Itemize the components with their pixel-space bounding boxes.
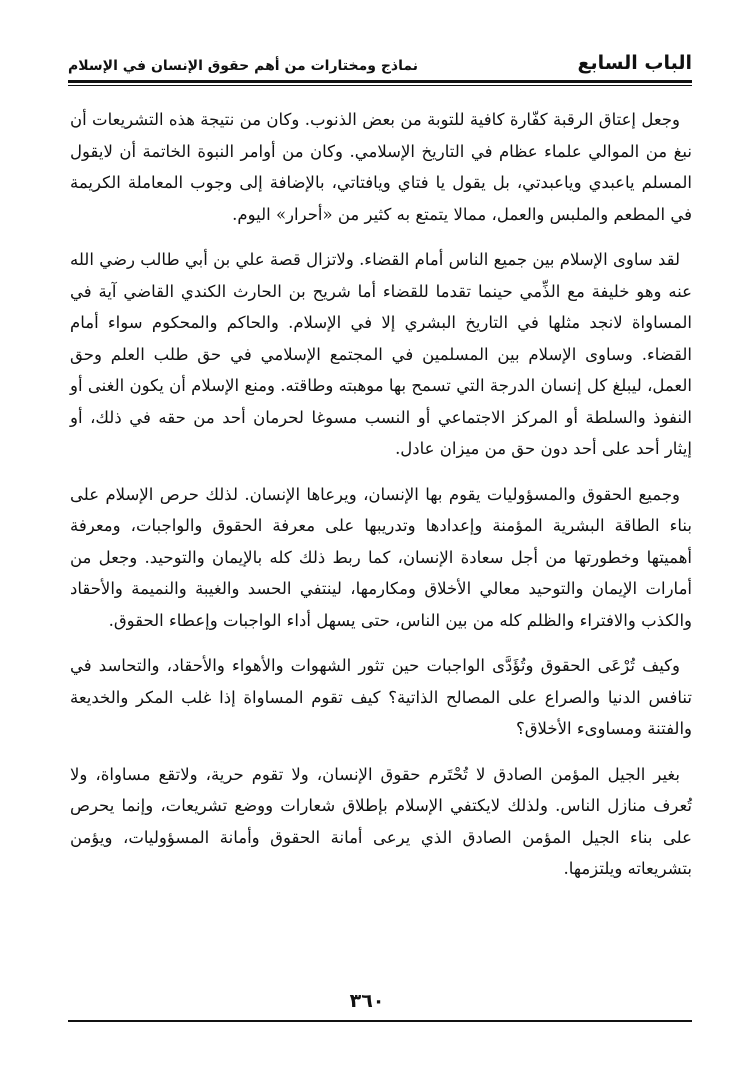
header-rule-thin — [68, 85, 692, 86]
page-number: ٣٦٠ — [349, 990, 385, 1012]
paragraph-3: وجميع الحقوق والمسؤوليات يقوم بها الإنسان، ويرعاها الإنسان. لذلك حرص الإسلام على بناء الطاقة البشرية المؤمنة وإعدادها وتدريبها على معرفة الحقوق والواجبات، ومعرفة أهميتها وخطورتها من أجل سعادة الإنسان، كما ربط ذلك كله بالإيمان والتوحيد. وجعل من أمارات الإيمان والتوحيد معالي الأخلاق ومكارمها، لينتفي الحسد والغيبة والنميمة والأحقاد والكذب والافتراء والظلم كله من بين الناس، حتى يسهل أداء الواجبات وإعطاء الحقوق. — [70, 484, 692, 630]
paragraph-1: وجعل إعتاق الرقبة كفّارة كافية للتوبة من بعض الذنوب. وكان من نتيجة هذه التشريعات أن نبغ من الموالي علماء عظام في التاريخ الإسلامي. وكان من أوامر النبوة الخاتمة أن لايقول المسلم ياعبدي وياعبدتي، بل يقول يا فتاي ويافتاتي، بالإضافة إلى وجوب المعاملة الكريمة في المطعم والملبس والعمل، ممالا يتمتع به كثير من «أحرار» اليوم. — [70, 110, 692, 224]
running-header — [68, 38, 692, 78]
paragraph-5: بغير الجيل المؤمن الصادق لا تُحْتَرم حقوق الإنسان، ولا تقوم حرية، ولاتقع مساواة، ولا تُعرف منازل الناس. ولذلك لايكتفي الإسلام بإطلاق شعارات ووضع تشريعات، وإنما يحرص على بناء الجيل المؤمن الصادق الذي يرعى أمانة الحقوق وأمانة المسؤوليات، ويؤمن بتشريعاته ويلتزمها. — [70, 764, 692, 878]
chapter-title: الباب السابع — [577, 52, 692, 74]
body-text — [70, 104, 692, 899]
paragraph-2: لقد ساوى الإسلام بين جميع الناس أمام القضاء. ولاتزال قصة علي بن أبي طالب رضي الله عنه وهو خليفة مع الذِّمي حينما تقدما للقضاء أما شريح بن الحارث الكندي القاضي آية في المساواة لانجد مثلها في التاريخ البشري إلا في الإسلام. والحاكم والمحكوم سواء أمام القضاء. وساوى الإسلام بين المسلمين في المجتمع الإسلامي في حق طلب العلم وحق العمل، ليبلغ كل إنسان الدرجة التي تسمح بها موهبته وطاقته. ومنع الإسلام أن يكون الغنى أو النفوذ والسلطة أو المركز الاجتماعي أو النسب مسوغا لحرمان أحد من حقه في ذلك، أو إيثار أحد على أحد دون حق من ميزان عادل. — [70, 250, 692, 458]
paragraph-4: وكيف تُرْعَى الحقوق وتُؤَدَّى الواجبات حين تثور الشهوات والأهواء والأحقاد، والتحاسد في تنافس الدنيا والصراع على المصالح الذاتية؟ كيف تقوم المساواة إذا غلب المكر والخديعة والفتنة ومساوىء الأخلاق؟ — [70, 656, 692, 738]
footer-rule — [68, 1020, 692, 1022]
book-title: نماذج ومختارات من أهم حقوق الإنسان في الإسلام — [68, 58, 419, 74]
header-rule — [68, 80, 692, 83]
